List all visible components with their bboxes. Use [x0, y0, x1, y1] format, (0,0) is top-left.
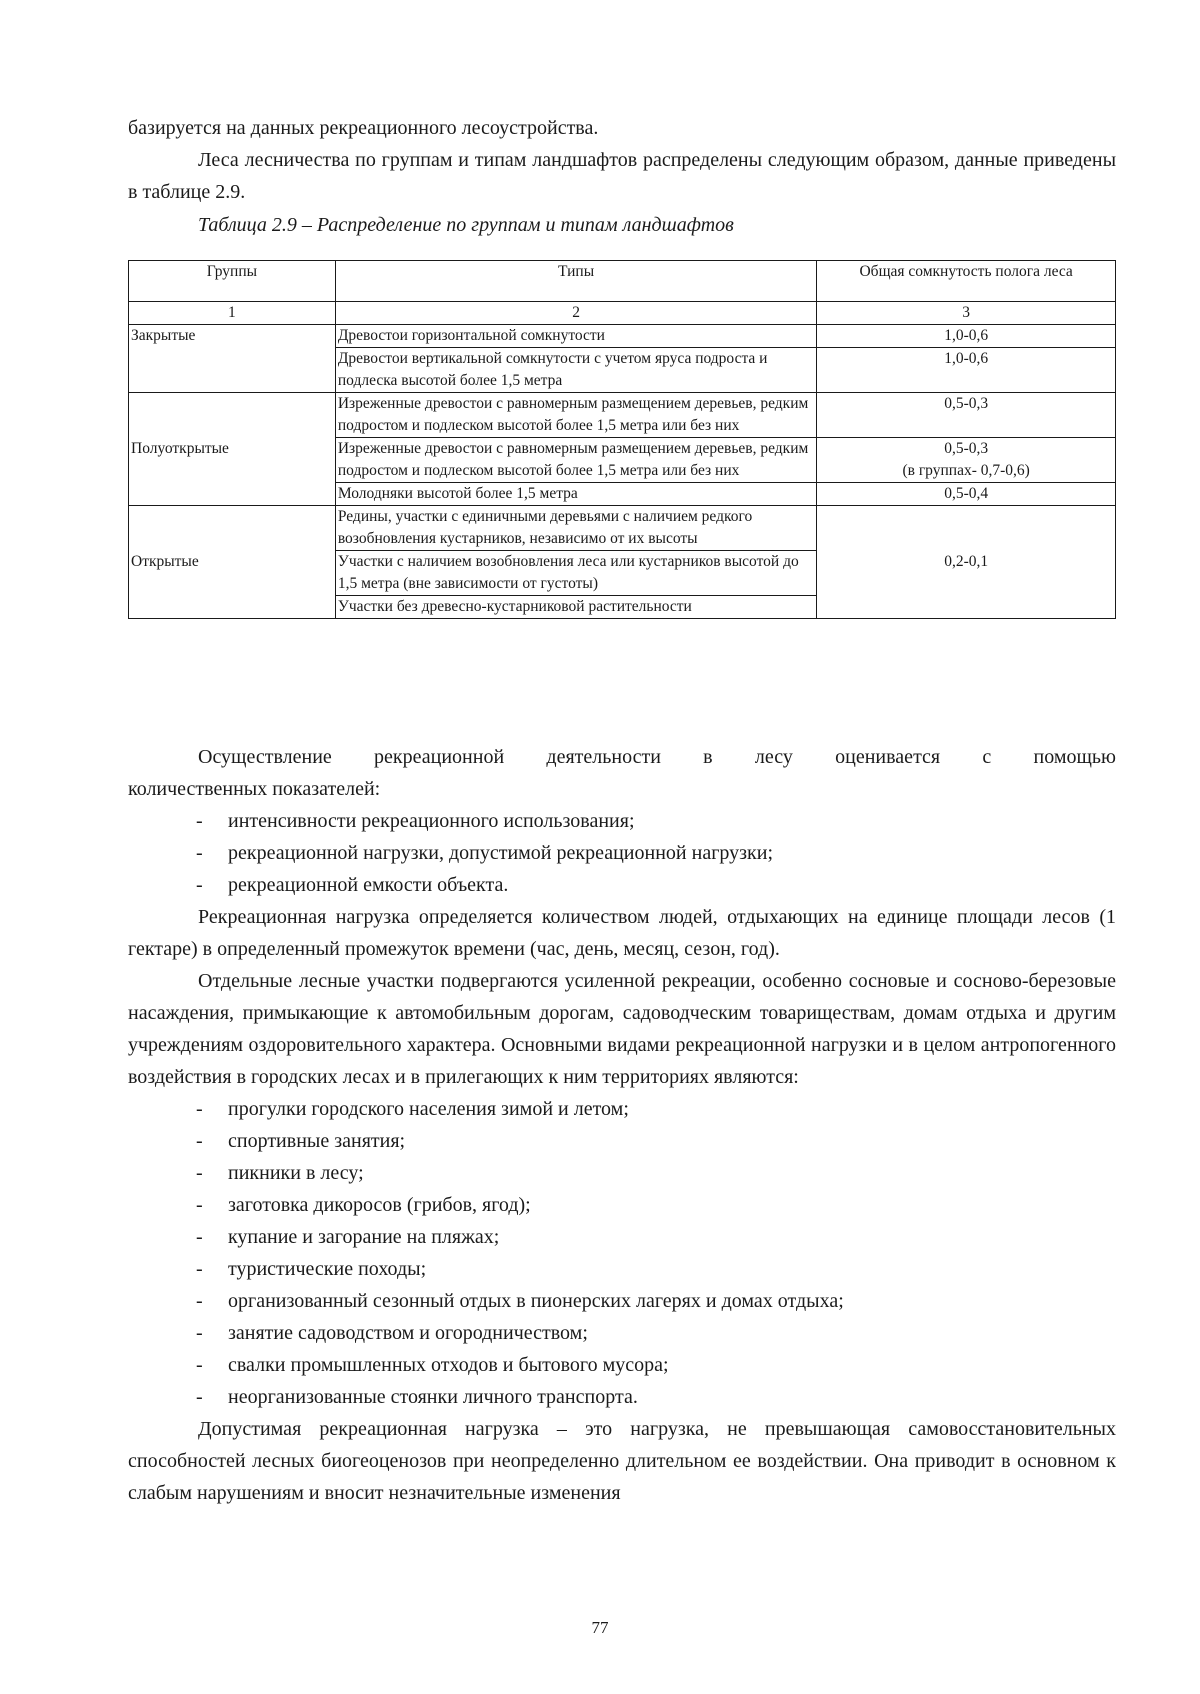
list-item: - пикники в лесу;	[196, 1162, 364, 1184]
type-cell: Редины, участки с единичными деревьями с наличием редкого возобновления кустарников, независимо от их высоты	[335, 506, 816, 551]
list-item: - туристические походы;	[196, 1258, 427, 1280]
group-cell: Закрытые	[129, 325, 336, 393]
eval-paragraph-line1: Осуществление рекреационной деятельности в лесу оценивается с помощью	[198, 746, 1116, 768]
list-item: - купание и загорание на пляжах;	[196, 1226, 500, 1248]
type-cell: Молодняки высотой более 1,5 метра	[335, 483, 816, 506]
table-row	[129, 506, 1116, 551]
intro-line: базируется на данных рекреационного лесоустройства.	[128, 117, 599, 139]
list-item: - рекреационной нагрузки, допустимой рекреационной нагрузки;	[196, 842, 774, 864]
type-cell: Изреженные древостои с равномерным размещением деревьев, редким подростом и подлеском высотой более 1,5 метра или без них	[335, 393, 816, 438]
type-cell: Древостои горизонтальной сомкнутости	[335, 325, 816, 348]
type-cell: Изреженные древостои с равномерным размещением деревьев, редким подростом и подлеском высотой более 1,5 метра или без них	[335, 438, 816, 483]
main-text	[128, 741, 1116, 1509]
group-cell: Открытые	[129, 506, 336, 619]
allowed-load-paragraph: Допустимая рекреационная нагрузка – это нагрузка, не превышающая самовосстановительных способностей лесных биогеоценозов при неопределенно длительном ее воздействии. Она приводит в основном к слабым нарушениям и вносит незначительные изменения	[128, 1418, 1116, 1504]
header-density: Общая сомкнутость полога леса	[817, 261, 1116, 302]
density-cell: 0,5-0,3	[817, 393, 1116, 438]
load-paragraph: Рекреационная нагрузка определяется количеством людей, отдыхающих на единице площади лесов (1 гектаре) в определенный промежуток времени (час, день, месяц, сезон, год).	[128, 906, 1116, 960]
eval-paragraph-line2: количественных показателей:	[128, 778, 381, 800]
col-number: 1	[129, 302, 336, 325]
density-cell: 0,2-0,1	[817, 506, 1116, 619]
col-number: 2	[335, 302, 816, 325]
density-cell: 0,5-0,4	[817, 483, 1116, 506]
density-cell: 1,0-0,6	[817, 348, 1116, 393]
table-row	[129, 325, 1116, 348]
col-number: 3	[817, 302, 1116, 325]
table-header-row	[129, 261, 1116, 302]
density-cell: 1,0-0,6	[817, 325, 1116, 348]
areas-paragraph: Отдельные лесные участки подвергаются усиленной рекреации, особенно сосновые и сосново-березовые насаждения, примыкающие к автомобильным дорогам, садоводческим товариществам, домам отдыха и другим учреждениям оздоровительного характера. Основными видами рекреационной нагрузки и в целом антропогенного воздействия в городских лесах и в прилегающих к ним территориях являются:	[128, 970, 1116, 1088]
table-number-row	[129, 302, 1116, 325]
list-item: - рекреационной емкости объекта.	[196, 874, 509, 896]
type-cell: Участки без древесно-кустарниковой растительности	[335, 596, 816, 619]
list-item: - свалки промышленных отходов и бытового мусора;	[196, 1354, 669, 1376]
intro-block	[128, 112, 1116, 208]
type-cell: Участки с наличием возобновления леса или кустарников высотой до 1,5 метра (вне зависимости от густоты)	[335, 551, 816, 596]
page-number: 77	[591, 1618, 609, 1637]
header-groups: Группы	[129, 261, 336, 302]
table-caption: Таблица 2.9 – Распределение по группам и типам ландшафтов	[198, 214, 734, 236]
list-item: - организованный сезонный отдых в пионерских лагерях и домах отдыха;	[196, 1290, 844, 1312]
list-item: - заготовка дикоросов (грибов, ягод);	[196, 1194, 531, 1216]
header-types: Типы	[335, 261, 816, 302]
list-item: - прогулки городского населения зимой и летом;	[196, 1098, 629, 1120]
group-cell: Полуоткрытые	[129, 393, 336, 506]
intro-paragraph: Леса лесничества по группам и типам ландшафтов распределены следующим образом, данные приведены в таблице 2.9.	[128, 149, 1116, 203]
type-cell: Древостои вертикальной сомкнутости с учетом яруса подроста и подлеска высотой более 1,5 метра	[335, 348, 816, 393]
indicator-list	[128, 805, 1116, 901]
impact-list	[128, 1093, 1116, 1413]
table-row	[129, 393, 1116, 438]
landscape-table	[128, 260, 1116, 619]
density-value: 0,5-0,3	[944, 440, 989, 457]
list-item: - интенсивности рекреационного использования;	[196, 810, 635, 832]
list-item: - занятие садоводством и огородничеством;	[196, 1322, 588, 1344]
list-item: - неорганизованные стоянки личного транспорта.	[196, 1386, 638, 1408]
list-item: - спортивные занятия;	[196, 1130, 406, 1152]
density-cell	[817, 438, 1116, 483]
density-note: (в группах- 0,7-0,6)	[902, 462, 1030, 479]
